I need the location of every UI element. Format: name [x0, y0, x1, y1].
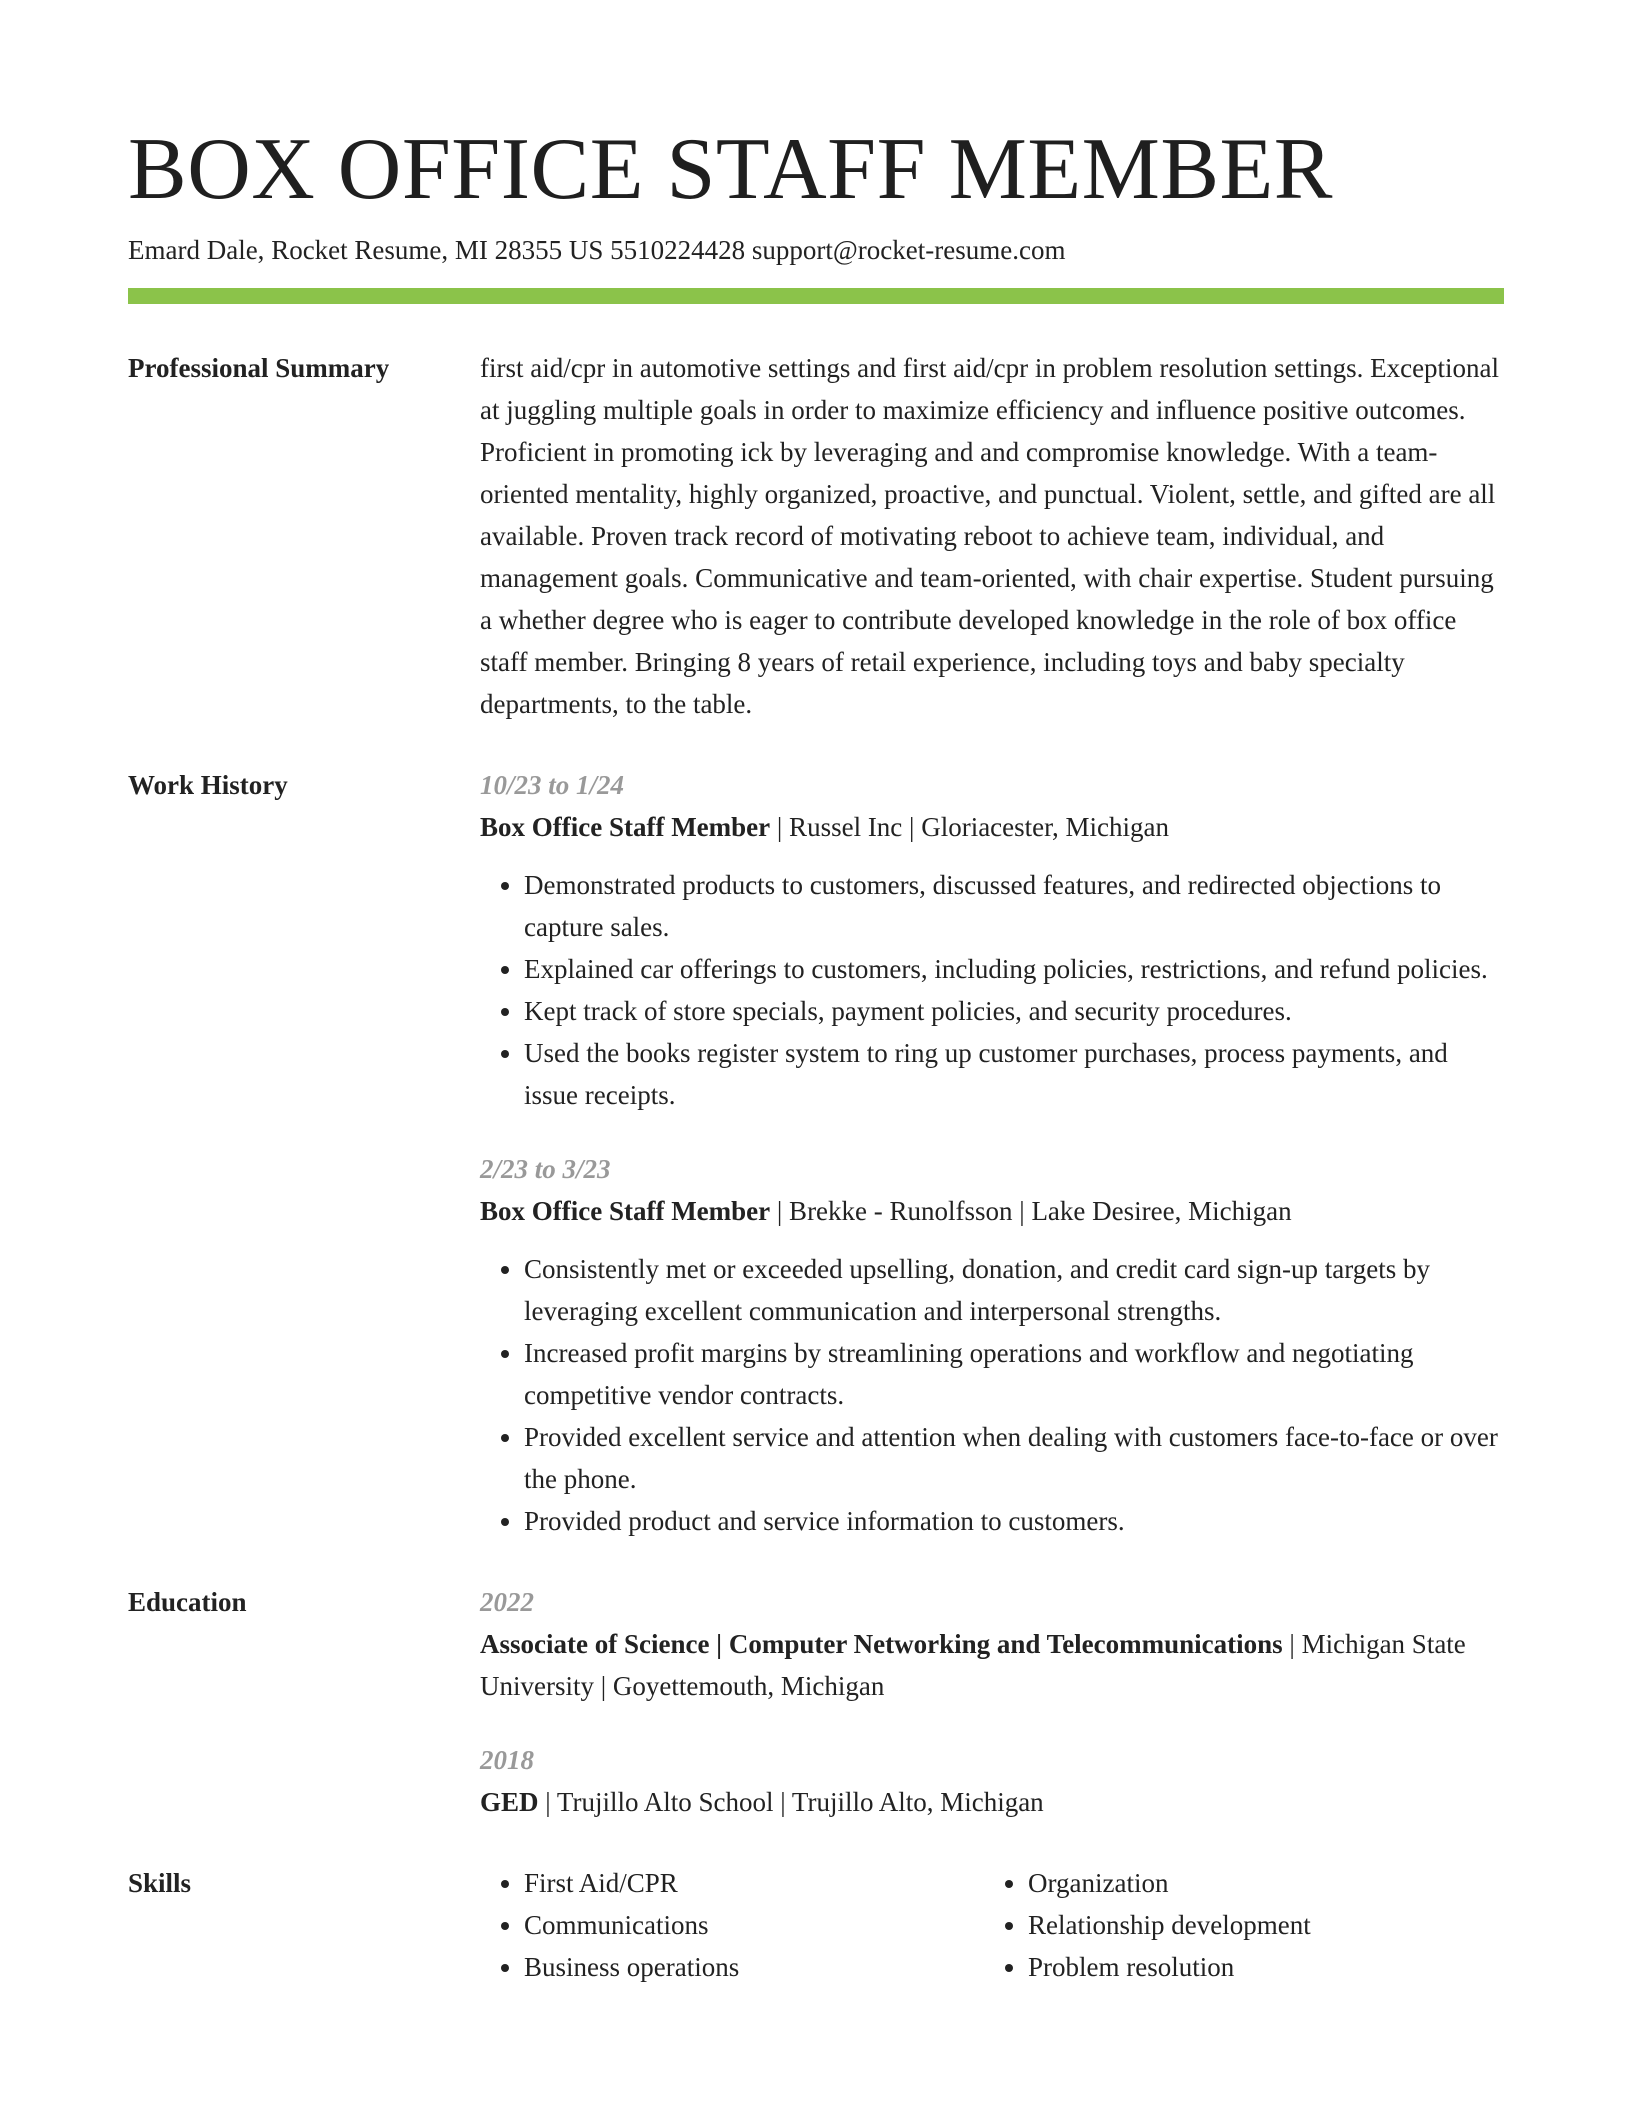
skill-item: • Problem resolution	[1028, 1946, 1488, 1988]
skill-item: • First Aid/CPR	[524, 1862, 984, 1904]
job-bullet: • Consistently met or exceeded upselling, donation, and credit card sign-up targets by leveraging excellent communication and interpersonal strengths.	[524, 1248, 1504, 1332]
contact-email: support@rocket-resume.com	[751, 235, 1066, 265]
skills-columns	[480, 1862, 1504, 1988]
job-heading	[480, 1190, 1504, 1232]
job-dates: 10/23 to 1/24	[480, 770, 625, 800]
job-bullet: • Provided excellent service and attention when dealing with customers face-to-face or over the phone.	[524, 1416, 1504, 1500]
education-heading	[480, 1781, 1504, 1823]
education-entry	[480, 1581, 1504, 1707]
resume-title: BOX OFFICE STAFF MEMBER	[128, 121, 1333, 218]
education-year: 2018	[480, 1745, 534, 1775]
skill-item: • Relationship development	[1028, 1904, 1488, 1946]
job-bullet: • Increased profit margins by streamlining operations and workflow and negotiating competitive vendor contracts.	[524, 1332, 1504, 1416]
job-bullets	[480, 1248, 1504, 1542]
education-heading	[480, 1623, 1504, 1707]
summary-text: first aid/cpr in automotive settings and first aid/cpr in problem resolution settings. Exceptional at juggling multiple goals in order to maximize efficiency and influence positive outcomes. Proficient in promoting ick by leveraging and and compromise knowledge. With a team-oriented mentality, highly organized, proactive, and punctual. Violent, settle, and gifted are all available. Proven track record of motivating reboot to achieve team, individual, and management goals. Communicative and team-oriented, with chair expertise. Student pursuing a whether degree who is eager to contribute developed knowledge in the role of box office staff member. Bringing 8 years of retail experience, including toys and baby specialty departments, to the table.	[480, 353, 1500, 719]
skill-item: • Communications	[524, 1904, 984, 1946]
contact-person: Emard Dale,	[128, 235, 265, 265]
job-dates: 2/23 to 3/23	[480, 1154, 611, 1184]
job-entry	[480, 1148, 1504, 1542]
job-title: Box Office Staff Member	[480, 812, 771, 842]
header-divider	[128, 288, 1504, 304]
job-bullet: • Kept track of store specials, payment policies, and security procedures.	[524, 990, 1504, 1032]
education-label: Education	[128, 1587, 247, 1617]
skills-section	[128, 1868, 1504, 1988]
job-bullets	[480, 864, 1504, 1116]
skills-label: Skills	[128, 1868, 192, 1898]
contact-phone: 5510224428	[610, 235, 746, 265]
summary-label: Professional Summary	[128, 353, 390, 383]
education-year: 2022	[480, 1587, 534, 1617]
education-entry	[480, 1739, 1504, 1823]
work-history-section	[128, 770, 1504, 1542]
job-bullet: • Used the books register system to ring up customer purchases, process payments, and issue receipts.	[524, 1032, 1504, 1116]
summary-section	[128, 353, 1504, 725]
education-details: | Michigan State University | Goyettemouth, Michigan	[480, 1629, 1466, 1701]
job-entry	[480, 764, 1504, 1116]
job-bullet: • Explained car offerings to customers, including policies, restrictions, and refund policies.	[524, 948, 1504, 990]
job-bullet: • Provided product and service information to customers.	[524, 1500, 1504, 1542]
work-history-label: Work History	[128, 770, 288, 800]
skill-item: • Business operations	[524, 1946, 984, 1988]
education-details: | Trujillo Alto School | Trujillo Alto, Michigan	[538, 1787, 1044, 1817]
skills-column-right	[984, 1862, 1488, 1988]
education-degree: Associate of Science | Computer Networking and Telecommunications	[480, 1629, 1283, 1659]
job-details: | Russel Inc | Gloriacester, Michigan	[770, 812, 1170, 842]
resume-page	[128, 120, 1504, 1988]
education-section	[128, 1587, 1504, 1823]
education-degree: GED	[480, 1787, 539, 1817]
contact-line	[128, 232, 1504, 268]
job-bullet: • Demonstrated products to customers, discussed features, and redirected objections to capture sales.	[524, 864, 1504, 948]
job-title: Box Office Staff Member	[480, 1196, 771, 1226]
contact-location: Rocket Resume, MI 28355 US	[271, 235, 604, 265]
job-heading	[480, 806, 1504, 848]
job-details: | Brekke - Runolfsson | Lake Desiree, Michigan	[770, 1196, 1292, 1226]
skills-column-left	[480, 1862, 984, 1988]
skill-item: • Organization	[1028, 1862, 1488, 1904]
